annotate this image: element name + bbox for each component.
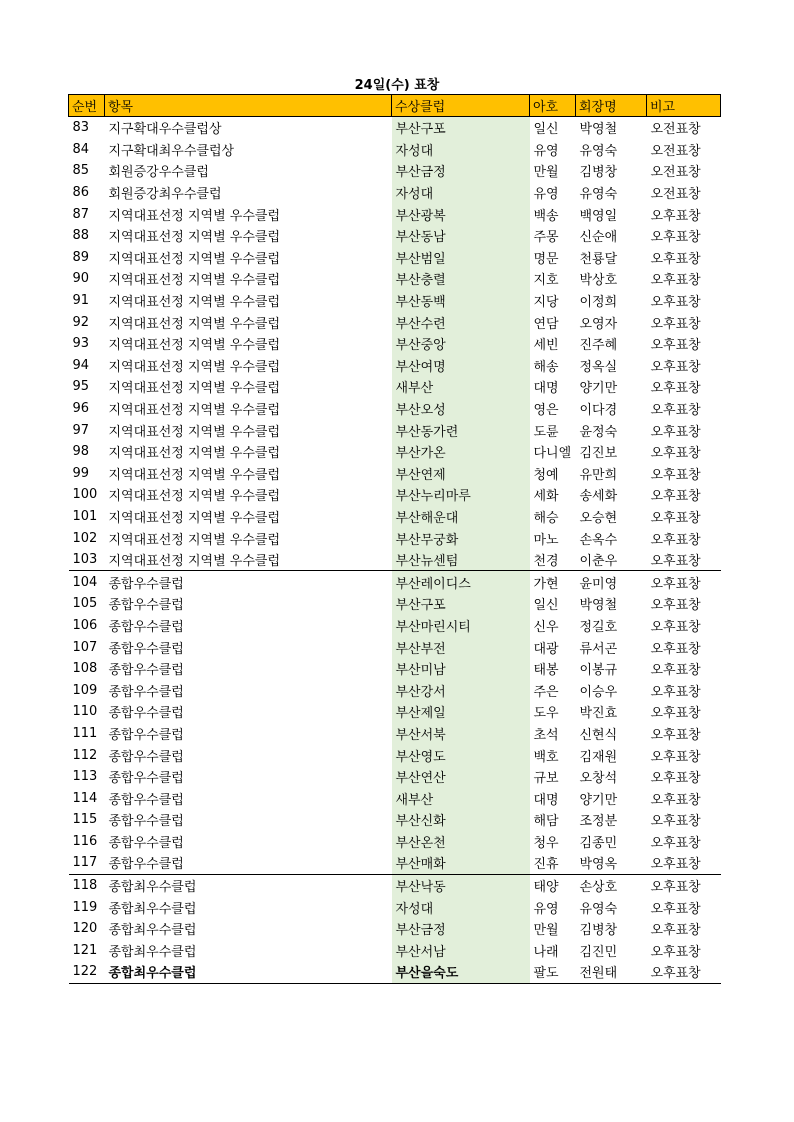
row-number-cell: 101 xyxy=(72,508,98,524)
note-cell: 오후표창 xyxy=(650,598,701,614)
club-pen-name-cell: 일신 xyxy=(533,598,559,614)
president-name-cell: 진주혜 xyxy=(579,338,618,354)
club-name-cell: 자성대 xyxy=(392,896,530,918)
club-name-cell: 부산온천 xyxy=(392,831,530,853)
note-cell: 오후표창 xyxy=(650,230,701,246)
table-row xyxy=(69,852,721,874)
club-name-cell: 부산중앙 xyxy=(392,333,530,355)
row-number-cell: 94 xyxy=(72,357,90,373)
president-name-cell: 유영숙 xyxy=(579,901,618,917)
club-pen-name-cell: 만월 xyxy=(533,923,559,939)
row-number-cell: 86 xyxy=(72,185,90,201)
note-cell: 오전표창 xyxy=(650,187,701,203)
note-cell: 오후표창 xyxy=(650,424,701,440)
note-cell: 오후표창 xyxy=(650,403,701,419)
note-cell: 오후표창 xyxy=(650,381,701,397)
president-name-cell: 김재원 xyxy=(579,749,618,765)
table-row xyxy=(69,333,721,355)
award-item-cell: 종합우수클럽 xyxy=(108,749,184,765)
table-row xyxy=(69,203,721,225)
row-number-cell: 114 xyxy=(72,790,98,806)
president-name-cell: 박영철 xyxy=(579,122,618,138)
table-row xyxy=(69,527,721,549)
president-name-cell: 김진보 xyxy=(579,446,618,462)
club-name-cell: 부산제일 xyxy=(392,701,530,723)
president-name-cell: 전원태 xyxy=(576,961,647,983)
row-number-cell: 112 xyxy=(72,747,98,763)
president-name-cell: 천룡달 xyxy=(579,251,618,267)
club-name-cell: 부산구포 xyxy=(392,593,530,615)
club-pen-name-cell: 태봉 xyxy=(533,663,559,679)
club-name-cell: 부산마린시티 xyxy=(392,615,530,637)
club-name-cell: 부산강서 xyxy=(392,679,530,701)
club-name-cell: 자성대 xyxy=(392,182,530,204)
club-pen-name-cell: 세빈 xyxy=(533,338,559,354)
table-row xyxy=(69,809,721,831)
row-number-cell: 110 xyxy=(72,704,98,720)
row-number-cell: 116 xyxy=(72,833,98,849)
table-row xyxy=(69,484,721,506)
note-cell: 오전표창 xyxy=(650,165,701,181)
row-number-cell: 103 xyxy=(72,552,98,568)
club-name-cell: 부산여명 xyxy=(392,355,530,377)
club-name-cell: 부산미남 xyxy=(392,658,530,680)
award-item-cell: 지역대표선정 지역별 우수클럽 xyxy=(108,338,281,354)
club-name-cell: 부산신화 xyxy=(392,809,530,831)
club-pen-name-cell: 진휴 xyxy=(533,857,559,873)
club-name-cell: 자성대 xyxy=(392,139,530,161)
president-name-cell: 오승현 xyxy=(579,510,618,526)
president-name-cell: 신순애 xyxy=(579,230,618,246)
president-name-cell: 송세화 xyxy=(579,489,618,505)
table-row xyxy=(69,247,721,269)
note-cell: 오후표창 xyxy=(650,316,701,332)
club-name-cell: 부산서남 xyxy=(392,940,530,962)
club-name-cell: 부산연제 xyxy=(392,463,530,485)
award-item-cell: 회원증강우수클럽 xyxy=(108,165,209,181)
president-name-cell: 이정희 xyxy=(579,295,618,311)
header-item: 항목 xyxy=(105,95,392,117)
award-item-cell: 지역대표선정 지역별 우수클럽 xyxy=(108,446,281,462)
row-number-cell: 93 xyxy=(72,336,90,352)
row-number-cell: 102 xyxy=(72,530,98,546)
award-item-cell: 지역대표선정 지역별 우수클럽 xyxy=(108,295,281,311)
table-row xyxy=(69,874,721,896)
page-title: 24일(수) 표창 xyxy=(354,78,440,93)
award-item-cell: 지구확대우수클럽상 xyxy=(108,122,222,138)
club-name-cell: 부산무궁화 xyxy=(392,527,530,549)
note-cell: 오후표창 xyxy=(650,835,701,851)
club-name-cell: 새부산 xyxy=(392,787,530,809)
club-pen-name-cell: 나래 xyxy=(533,944,559,960)
award-item-cell: 지역대표선정 지역별 우수클럽 xyxy=(108,467,281,483)
table-row xyxy=(69,961,721,983)
table-row xyxy=(69,311,721,333)
award-item-cell: 종합우수클럽 xyxy=(108,814,184,830)
president-name-cell: 유영숙 xyxy=(579,187,618,203)
table-row xyxy=(69,182,721,204)
club-name-cell: 새부산 xyxy=(392,376,530,398)
club-pen-name-cell: 가현 xyxy=(530,571,576,593)
row-number-cell: 108 xyxy=(72,661,98,677)
note-cell: 오후표창 xyxy=(650,771,701,787)
club-pen-name-cell: 주은 xyxy=(533,684,559,700)
award-item-cell: 종합우수클럽 xyxy=(108,706,184,722)
club-name-cell: 부산충렬 xyxy=(392,268,530,290)
row-number-cell: 109 xyxy=(72,682,98,698)
award-item-cell: 지역대표선정 지역별 우수클럽 xyxy=(108,251,281,267)
header-row xyxy=(69,95,721,117)
note-cell: 오후표창 xyxy=(650,923,701,939)
row-number-cell: 83 xyxy=(72,120,90,136)
president-name-cell: 윤정숙 xyxy=(579,424,618,440)
table-row xyxy=(69,376,721,398)
award-item-cell: 회원증강최우수클럽 xyxy=(108,187,222,203)
club-name-cell: 부산누리마루 xyxy=(392,484,530,506)
club-pen-name-cell: 유영 xyxy=(533,143,559,159)
president-name-cell: 양기만 xyxy=(579,381,618,397)
club-name-cell: 부산서북 xyxy=(392,723,530,745)
club-name-cell: 부산뉴센텀 xyxy=(392,549,530,571)
president-name-cell: 백영일 xyxy=(579,208,618,224)
club-name-cell: 부산낙동 xyxy=(392,874,530,896)
award-item-cell: 종합우수클럽 xyxy=(108,771,184,787)
row-number-cell: 121 xyxy=(72,942,98,958)
table-row xyxy=(69,636,721,658)
note-cell: 오후표창 xyxy=(650,446,701,462)
president-name-cell: 이봉규 xyxy=(579,663,618,679)
award-item-cell: 지구확대최우수클럽상 xyxy=(108,143,235,159)
president-name-cell: 유영숙 xyxy=(579,143,618,159)
note-cell: 오후표창 xyxy=(650,273,701,289)
note-cell: 오전표창 xyxy=(650,122,701,138)
row-number-cell: 117 xyxy=(72,855,98,871)
table-row xyxy=(69,658,721,680)
award-item-cell: 종합우수클럽 xyxy=(105,571,392,593)
president-name-cell: 김종민 xyxy=(579,835,618,851)
table-row xyxy=(69,506,721,528)
president-name-cell: 박영철 xyxy=(579,598,618,614)
club-pen-name-cell: 청예 xyxy=(533,467,559,483)
table-row xyxy=(69,787,721,809)
row-number-cell: 115 xyxy=(72,812,98,828)
club-pen-name-cell: 주몽 xyxy=(533,230,559,246)
club-name-cell: 부산가온 xyxy=(392,441,530,463)
table-row xyxy=(69,744,721,766)
table-row xyxy=(69,766,721,788)
note-cell: 오후표창 xyxy=(647,874,721,896)
award-item-cell: 종합우수클럽 xyxy=(108,857,184,873)
table-row xyxy=(69,463,721,485)
award-item-cell: 지역대표선정 지역별 우수클럽 xyxy=(108,554,281,570)
president-name-cell: 오영자 xyxy=(579,316,618,332)
row-number-cell: 90 xyxy=(72,271,90,287)
row-number-cell: 106 xyxy=(72,617,98,633)
award-item-cell: 종합우수클럽 xyxy=(108,641,184,657)
club-pen-name-cell: 대명 xyxy=(533,381,559,397)
table-row xyxy=(69,723,721,745)
award-item-cell: 지역대표선정 지역별 우수클럽 xyxy=(108,316,281,332)
president-name-cell: 박영옥 xyxy=(579,857,618,873)
row-number-cell: 92 xyxy=(72,314,90,330)
club-pen-name-cell: 도륜 xyxy=(533,424,559,440)
table-row xyxy=(69,918,721,940)
president-name-cell: 김병창 xyxy=(579,165,618,181)
table-row xyxy=(69,896,721,918)
president-name-cell: 신현식 xyxy=(579,727,618,743)
president-name-cell: 이춘우 xyxy=(579,554,618,570)
note-cell: 오후표창 xyxy=(650,641,701,657)
row-number-cell: 107 xyxy=(72,639,98,655)
club-pen-name-cell: 만월 xyxy=(533,165,559,181)
award-item-cell: 종합우수클럽 xyxy=(108,684,184,700)
club-name-cell: 부산매화 xyxy=(392,852,530,874)
club-pen-name-cell: 팔도 xyxy=(530,961,576,983)
club-name-cell: 부산구포 xyxy=(392,117,530,139)
note-cell: 오후표창 xyxy=(650,467,701,483)
note-cell: 오후표창 xyxy=(650,359,701,375)
note-cell: 오후표창 xyxy=(650,684,701,700)
club-name-cell: 부산오성 xyxy=(392,398,530,420)
club-pen-name-cell: 유영 xyxy=(533,187,559,203)
club-name-cell: 부산금정 xyxy=(392,918,530,940)
club-pen-name-cell: 영은 xyxy=(533,403,559,419)
row-number-cell: 100 xyxy=(72,487,98,503)
table-row xyxy=(69,831,721,853)
note-cell: 오후표창 xyxy=(647,961,721,983)
club-name-cell: 부산동남 xyxy=(392,225,530,247)
president-name-cell: 손옥수 xyxy=(579,532,618,548)
note-cell: 오후표창 xyxy=(650,814,701,830)
note-cell: 오후표창 xyxy=(650,706,701,722)
club-pen-name-cell: 지당 xyxy=(533,295,559,311)
president-name-cell: 양기만 xyxy=(579,792,618,808)
note-cell: 오후표창 xyxy=(650,857,701,873)
award-item-cell: 종합우수클럽 xyxy=(108,598,184,614)
club-pen-name-cell: 유영 xyxy=(533,901,559,917)
row-number-cell: 98 xyxy=(72,444,90,460)
club-pen-name-cell: 대명 xyxy=(533,792,559,808)
club-pen-name-cell: 초석 xyxy=(533,727,559,743)
row-number-cell: 97 xyxy=(72,422,90,438)
club-pen-name-cell: 일신 xyxy=(533,122,559,138)
club-pen-name-cell: 마노 xyxy=(533,532,559,548)
table-row xyxy=(69,441,721,463)
award-item-cell: 종합최우수클럽 xyxy=(108,923,197,939)
awards-table xyxy=(68,94,721,984)
club-pen-name-cell: 연담 xyxy=(533,316,559,332)
note-cell: 오후표창 xyxy=(650,489,701,505)
president-name-cell: 김병창 xyxy=(579,923,618,939)
row-number-cell: 96 xyxy=(72,401,90,417)
note-cell: 오후표창 xyxy=(650,251,701,267)
club-pen-name-cell: 다니엘 xyxy=(533,446,572,462)
table-row xyxy=(69,679,721,701)
club-pen-name-cell: 도우 xyxy=(533,706,559,722)
president-name-cell: 박상호 xyxy=(579,273,618,289)
row-number-cell: 105 xyxy=(72,596,98,612)
table-row xyxy=(69,549,721,571)
award-item-cell: 지역대표선정 지역별 우수클럽 xyxy=(108,532,281,548)
note-cell: 오후표창 xyxy=(650,338,701,354)
note-cell: 오후표창 xyxy=(650,749,701,765)
note-cell: 오후표창 xyxy=(647,571,721,593)
club-name-cell: 부산을숙도 xyxy=(392,961,530,983)
note-cell: 오후표창 xyxy=(650,727,701,743)
club-name-cell: 부산연산 xyxy=(392,766,530,788)
club-name-cell: 부산광복 xyxy=(392,203,530,225)
header-aho: 아호 xyxy=(530,95,576,117)
table-row xyxy=(69,398,721,420)
table-row xyxy=(69,940,721,962)
table-row xyxy=(69,160,721,182)
note-cell: 오후표창 xyxy=(650,510,701,526)
row-number-cell: 89 xyxy=(72,249,90,265)
note-cell: 오후표창 xyxy=(650,944,701,960)
note-cell: 오후표창 xyxy=(650,295,701,311)
award-item-cell: 지역대표선정 지역별 우수클럽 xyxy=(108,381,281,397)
header-president: 회장명 xyxy=(576,95,647,117)
club-pen-name-cell: 대광 xyxy=(533,641,559,657)
table-row xyxy=(69,355,721,377)
club-name-cell: 부산동백 xyxy=(392,290,530,312)
row-number-cell: 122 xyxy=(69,961,105,983)
row-number-cell: 113 xyxy=(72,769,98,785)
club-name-cell: 부산동가련 xyxy=(392,419,530,441)
row-number-cell: 120 xyxy=(72,921,98,937)
president-name-cell: 윤미영 xyxy=(576,571,647,593)
header-club: 수상클럽 xyxy=(392,95,530,117)
club-pen-name-cell: 명문 xyxy=(533,251,559,267)
president-name-cell: 손상호 xyxy=(576,874,647,896)
club-pen-name-cell: 신우 xyxy=(533,619,559,635)
table-row xyxy=(69,571,721,593)
club-name-cell: 부산영도 xyxy=(392,744,530,766)
header-no: 순번 xyxy=(69,95,105,117)
row-number-cell: 104 xyxy=(69,571,105,593)
award-item-cell: 종합우수클럽 xyxy=(108,619,184,635)
award-item-cell: 종합최우수클럽 xyxy=(105,874,392,896)
award-item-cell: 지역대표선정 지역별 우수클럽 xyxy=(108,424,281,440)
note-cell: 오후표창 xyxy=(650,532,701,548)
president-name-cell: 유만희 xyxy=(579,467,618,483)
award-item-cell: 종합우수클럽 xyxy=(108,835,184,851)
club-pen-name-cell: 세화 xyxy=(533,489,559,505)
award-item-cell: 종합우수클럽 xyxy=(108,663,184,679)
president-name-cell: 류서곤 xyxy=(579,641,618,657)
table-row xyxy=(69,139,721,161)
row-number-cell: 118 xyxy=(69,874,105,896)
president-name-cell: 김진민 xyxy=(579,944,618,960)
club-name-cell: 부산범일 xyxy=(392,247,530,269)
row-number-cell: 99 xyxy=(72,465,90,481)
note-cell: 오후표창 xyxy=(650,554,701,570)
row-number-cell: 84 xyxy=(72,141,90,157)
row-number-cell: 87 xyxy=(72,206,90,222)
note-cell: 오후표창 xyxy=(650,792,701,808)
award-item-cell: 종합최우수클럽 xyxy=(105,961,392,983)
president-name-cell: 이승우 xyxy=(579,684,618,700)
table-row xyxy=(69,593,721,615)
award-item-cell: 지역대표선정 지역별 우수클럽 xyxy=(108,208,281,224)
club-pen-name-cell: 백송 xyxy=(533,208,559,224)
table-row xyxy=(69,419,721,441)
table-row xyxy=(69,117,721,139)
club-pen-name-cell: 백호 xyxy=(533,749,559,765)
club-name-cell: 부산해운대 xyxy=(392,506,530,528)
president-name-cell: 조정분 xyxy=(579,814,618,830)
row-number-cell: 119 xyxy=(72,899,98,915)
award-item-cell: 종합우수클럽 xyxy=(108,792,184,808)
table-row xyxy=(69,225,721,247)
header-note: 비고 xyxy=(647,95,721,117)
club-pen-name-cell: 해송 xyxy=(533,359,559,375)
award-item-cell: 지역대표선정 지역별 우수클럽 xyxy=(108,403,281,419)
club-pen-name-cell: 해담 xyxy=(533,814,559,830)
table-row xyxy=(69,615,721,637)
award-item-cell: 지역대표선정 지역별 우수클럽 xyxy=(108,359,281,375)
award-item-cell: 지역대표선정 지역별 우수클럽 xyxy=(108,273,281,289)
note-cell: 오후표창 xyxy=(650,208,701,224)
president-name-cell: 오창석 xyxy=(579,771,618,787)
award-item-cell: 지역대표선정 지역별 우수클럽 xyxy=(108,230,281,246)
club-name-cell: 부산부전 xyxy=(392,636,530,658)
club-pen-name-cell: 지호 xyxy=(533,273,559,289)
table-row xyxy=(69,290,721,312)
president-name-cell: 이다경 xyxy=(579,403,618,419)
row-number-cell: 111 xyxy=(72,725,98,741)
row-number-cell: 85 xyxy=(72,163,90,179)
club-name-cell: 부산레이디스 xyxy=(392,571,530,593)
club-pen-name-cell: 태양 xyxy=(530,874,576,896)
club-name-cell: 부산금정 xyxy=(392,160,530,182)
club-name-cell: 부산수련 xyxy=(392,311,530,333)
president-name-cell: 박진효 xyxy=(579,706,618,722)
club-pen-name-cell: 해승 xyxy=(533,510,559,526)
club-pen-name-cell: 천경 xyxy=(533,554,559,570)
note-cell: 오후표창 xyxy=(650,619,701,635)
president-name-cell: 정옥실 xyxy=(579,359,618,375)
note-cell: 오후표창 xyxy=(650,901,701,917)
note-cell: 오전표창 xyxy=(650,143,701,159)
award-item-cell: 종합최우수클럽 xyxy=(108,901,197,917)
table-row xyxy=(69,268,721,290)
table-row xyxy=(69,701,721,723)
row-number-cell: 88 xyxy=(72,228,90,244)
note-cell: 오후표창 xyxy=(650,663,701,679)
club-pen-name-cell: 규보 xyxy=(533,771,559,787)
award-item-cell: 지역대표선정 지역별 우수클럽 xyxy=(108,510,281,526)
club-pen-name-cell: 청우 xyxy=(533,835,559,851)
row-number-cell: 95 xyxy=(72,379,90,395)
award-item-cell: 종합우수클럽 xyxy=(108,727,184,743)
row-number-cell: 91 xyxy=(72,293,90,309)
award-item-cell: 지역대표선정 지역별 우수클럽 xyxy=(108,489,281,505)
president-name-cell: 정길호 xyxy=(579,619,618,635)
award-item-cell: 종합최우수클럽 xyxy=(108,944,197,960)
